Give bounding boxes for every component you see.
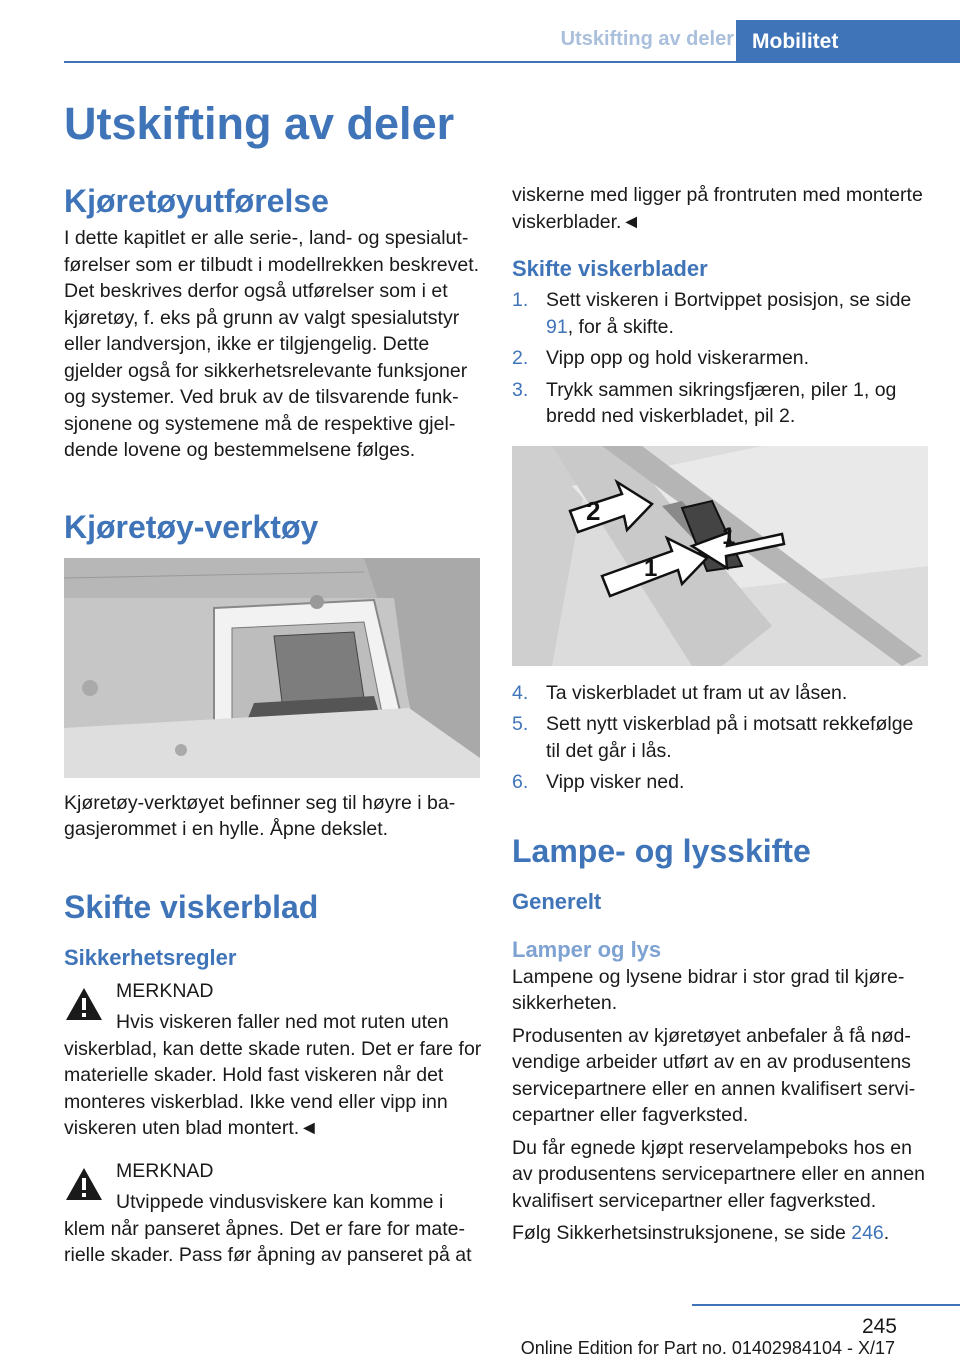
arrow-label-1b: 1 bbox=[722, 522, 736, 550]
step-item: 5. Sett nytt viskerblad på i motsatt rekkefølge til det går i lås. bbox=[512, 713, 914, 762]
warning-lead: Utvippede vindusviskere kan komme i bbox=[116, 1191, 444, 1213]
wiper-steps-list-b bbox=[512, 680, 932, 796]
step-item: 1. Sett viskeren i Bortvippet posisjon, se side 91, for å skifte. bbox=[512, 289, 912, 338]
right-column bbox=[512, 182, 932, 1247]
warning-lead: Hvis viskeren faller ned mot ruten uten bbox=[116, 1011, 449, 1033]
step-item: 2. Vipp opp og hold viskerarmen. bbox=[512, 347, 810, 369]
lamps-paragraph-3: Du får egnede kjøpt reservelampeboks hos en av produsentens servicepartnere eller en annen kvalifisert servicepartner eller fagverksted. bbox=[512, 1136, 926, 1212]
heading-lamps-and-lights: Lamper og lys bbox=[512, 936, 662, 962]
step-item: 6. Vipp visker ned. bbox=[512, 771, 685, 793]
warning-title: MERKNAD bbox=[116, 979, 214, 1002]
warning-triangle-icon bbox=[64, 1166, 104, 1202]
edition-line: Online Edition for Part no. 01402984104 - X/17 bbox=[520, 1338, 895, 1358]
lamps-paragraph-4: Følg Sikkerhetsinstruksjonene, se side 246. bbox=[512, 1222, 890, 1244]
trunk-tool-compartment-figure bbox=[64, 558, 480, 778]
warning-note-2 bbox=[64, 1158, 484, 1269]
page-title: Utskifting av deler bbox=[64, 98, 455, 149]
warning-note-1 bbox=[64, 978, 484, 1142]
warning-text: klem når panseret åpnes. Det er fare for materielle skader. Pass før åpning av panseret på at bbox=[64, 1217, 472, 1266]
left-column bbox=[64, 182, 484, 1269]
lamps-paragraph-2: Produsenten av kjøretøyet anbefaler å få nødvendige arbeider utført av en av produsentens servicepartnere eller en annen kvalifisert servicepartner eller fagverksted. bbox=[512, 1024, 916, 1126]
continued-text: viskerne med ligger på frontruten med monterte viskerblader.◄ bbox=[512, 184, 923, 233]
arrow-label-2: 2 bbox=[586, 495, 601, 526]
arrow-label-1a: 1 bbox=[644, 554, 658, 582]
heading-change-wiper-blade: Skifte viskerblad bbox=[64, 888, 319, 925]
heading-safety-rules: Sikkerhetsregler bbox=[64, 944, 237, 970]
wiper-steps-list-a bbox=[512, 287, 932, 430]
heading-lamp-change: Lampe- og lysskifte bbox=[512, 832, 811, 869]
step-item: 4. Ta viskerbladet ut fram ut av låsen. bbox=[512, 681, 848, 704]
page-link-246[interactable]: 246 bbox=[851, 1222, 884, 1244]
vehicle-version-text: I dette kapitlet er alle serie-, land- og spesialutførelser som er tilbudt i modellrekken beskrevet. Det beskrives derfor også utførelser som i et kjøretøy, f. eks på grunn av valgt spesialutstyr eller landversjon, ikke er tilgjengelig. Dette gjelder også for sikkerhetsrelevante funksjoner og systemer. Ved bruk av de tilsvarende funksjonene og systemene må de respektive gjeldende lovene og bestemmelsene følges. bbox=[64, 227, 480, 461]
header-rule bbox=[64, 61, 960, 63]
lamps-paragraph-1: Lampene og lysene bidrar i stor grad til kjøresikkerheten. bbox=[512, 965, 905, 1014]
wiper-blade-removal-figure bbox=[512, 446, 928, 666]
header-chapter-tab[interactable]: Mobilitet bbox=[736, 20, 960, 63]
heading-vehicle-tools: Kjøretøy-verktøy bbox=[64, 508, 319, 545]
page-number: 245 bbox=[861, 1315, 897, 1338]
warning-title: MERKNAD bbox=[116, 1159, 214, 1182]
footer-rule bbox=[692, 1304, 960, 1306]
page-link-91[interactable]: 91 bbox=[546, 315, 568, 338]
warning-text: viskerblad, kan dette skade ruten. Det er fare for materielle skader. Hold fast viskeren når det monteres viskerblad. Ikke vend eller vipp inn viskeren uten blad montert.◄ bbox=[64, 1037, 482, 1139]
heading-change-wiper-blades: Skifte viskerblader bbox=[512, 256, 708, 281]
heading-general: Generelt bbox=[512, 888, 602, 914]
step-item: 3. Trykk sammen sikringsfjæren, piler 1, og bredd ned viskerbladet, pil 2. bbox=[512, 378, 897, 427]
heading-vehicle-version: Kjøretøyutførelse bbox=[64, 183, 329, 219]
tools-caption: Kjøretøy-verktøyet befinner seg til høyre i bagasjerommet i en hylle. Åpne dekslet. bbox=[64, 791, 456, 840]
warning-triangle-icon bbox=[64, 986, 104, 1022]
header-section-title: Utskifting av deler bbox=[560, 28, 734, 50]
